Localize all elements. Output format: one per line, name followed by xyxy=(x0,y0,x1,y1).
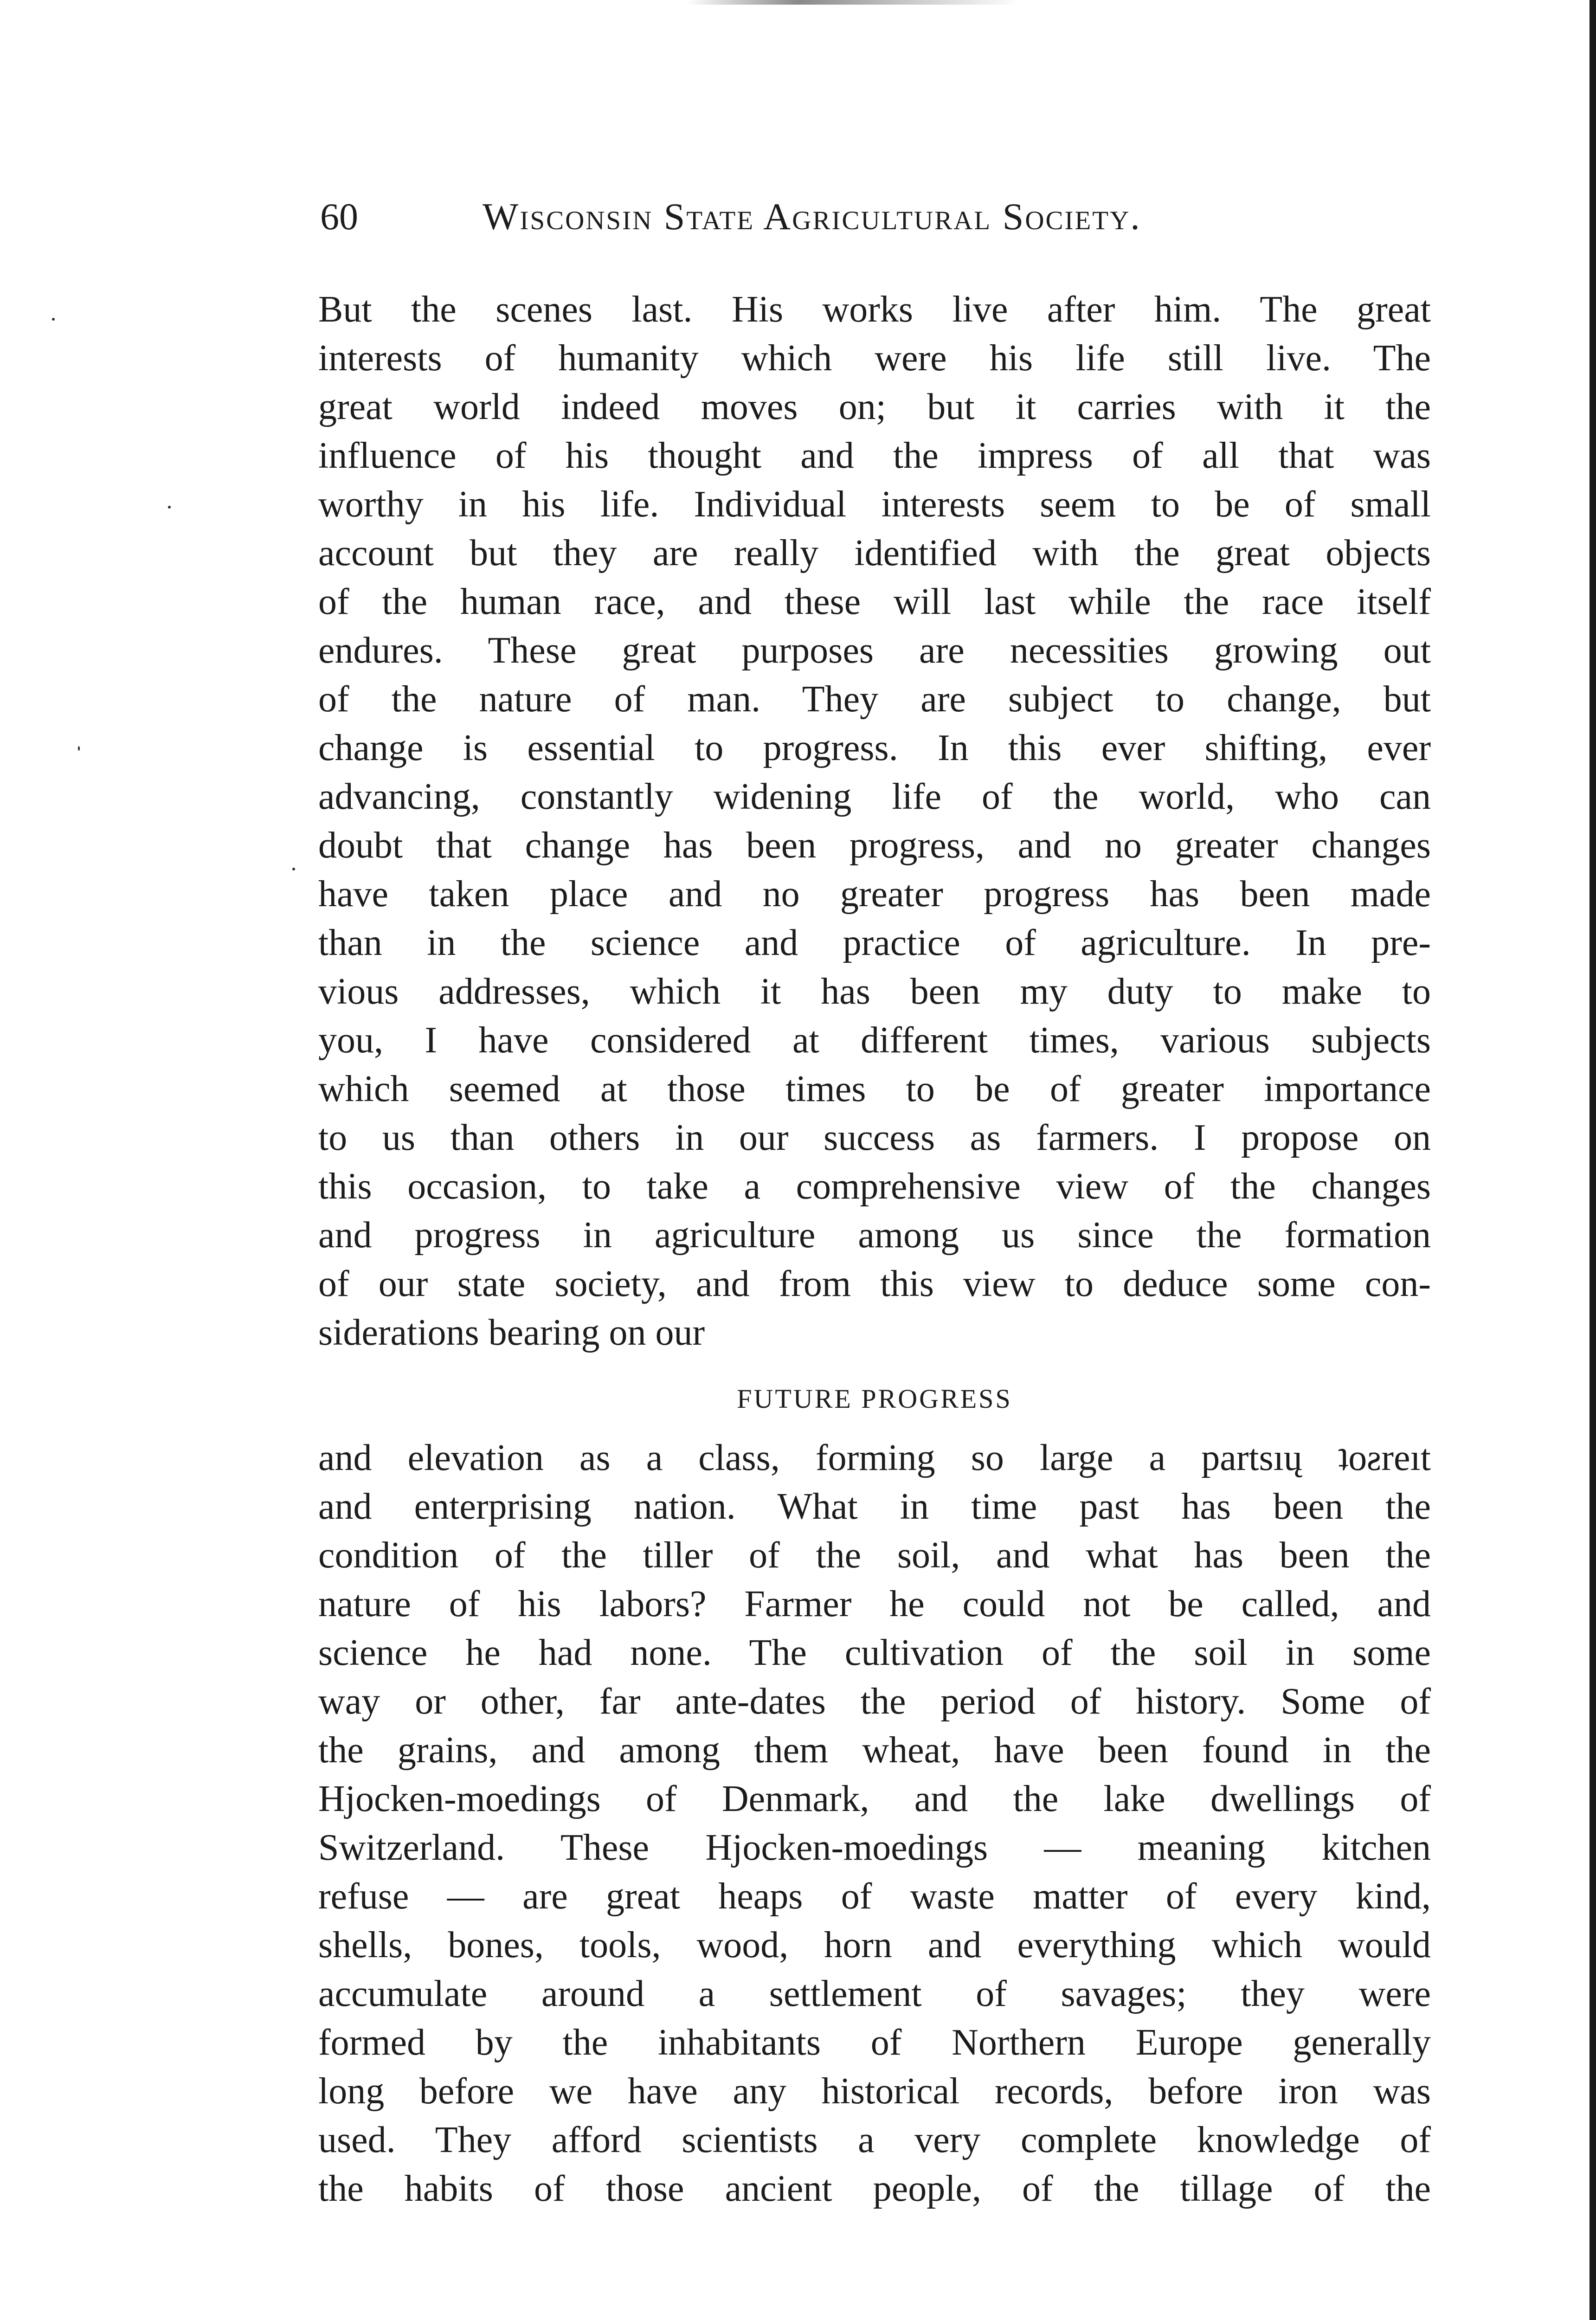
text-line: the habits of those ancient people, of the tillage of the xyxy=(318,2168,1431,2209)
scan-edge-right xyxy=(1590,0,1596,2320)
scan-speck xyxy=(78,746,80,751)
text-line: worthy in his life. Individual interests seem to be of small xyxy=(318,484,1431,525)
text-line: have taken place and no greater progress has been made xyxy=(318,874,1431,915)
text-line: and elevation as a class, forming so large a partsıų ʇoƨreıt xyxy=(318,1437,1431,1478)
text-line: Hjocken-moedings of Denmark, and the lake dwellings of xyxy=(318,1779,1431,1819)
text-line: which seemed at those times to be of greater importance xyxy=(318,1069,1431,1109)
text-line: account but they are really identified with the great objects xyxy=(318,533,1431,574)
text-line: siderations bearing on our xyxy=(318,1312,705,1353)
text-line: great world indeed moves on; but it carries with it the xyxy=(318,387,1431,427)
section-heading: FUTURE PROGRESS xyxy=(737,1384,1012,1414)
scan-smudge xyxy=(687,0,1021,5)
text-line: science he had none. The cultivation of the soil in some xyxy=(318,1632,1431,1673)
text-line: influence of his thought and the impress of all that was xyxy=(318,435,1431,476)
text-line: shells, bones, tools, wood, horn and everything which would xyxy=(318,1925,1431,1966)
body-paragraph-2 xyxy=(318,1434,1431,2213)
running-head: Wisconsin State Agricultural Society. xyxy=(483,195,1141,238)
text-line: the grains, and among them wheat, have been found in the xyxy=(318,1730,1431,1771)
scan-speck xyxy=(52,318,55,321)
scan-speck xyxy=(168,506,171,509)
page-number: 60 xyxy=(320,195,358,238)
text-line: Switzerland. These Hjocken-moedings — meaning kitchen xyxy=(318,1827,1431,1868)
text-line: nature of his labors? Farmer he could not be called, and xyxy=(318,1584,1431,1624)
text-line: and progress in agriculture among us since the formation xyxy=(318,1215,1431,1256)
text-line: and enterprising nation. What in time past has been the xyxy=(318,1486,1431,1527)
body-paragraph-1 xyxy=(318,285,1431,1357)
text-line: to us than others in our success as farmers. I propose on xyxy=(318,1117,1431,1158)
text-line: long before we have any historical records, before iron was xyxy=(318,2071,1431,2112)
text-line: accumulate around a settlement of savages; they were xyxy=(318,1973,1431,2014)
text-line: But the scenes last. His works live after him. The great xyxy=(318,289,1431,330)
text-line: than in the science and practice of agriculture. In pre- xyxy=(318,922,1431,963)
text-line: this occasion, to take a comprehensive view of the changes xyxy=(318,1166,1431,1207)
text-line: condition of the tiller of the soil, and what has been the xyxy=(318,1535,1431,1576)
page-header xyxy=(320,191,1434,242)
text-line: way or other, far ante-dates the period of history. Some of xyxy=(318,1681,1431,1722)
text-line: of the nature of man. They are subject to change, but xyxy=(318,679,1431,720)
text-line: refuse — are great heaps of waste matter of every kind, xyxy=(318,1876,1431,1917)
text-line: interests of humanity which were his life still live. The xyxy=(318,338,1431,379)
text-line: change is essential to progress. In this ever shifting, ever xyxy=(318,728,1431,768)
text-line: vious addresses, which it has been my duty to make to xyxy=(318,971,1431,1012)
text-line: formed by the inhabitants of Northern Europe generally xyxy=(318,2022,1431,2063)
scan-speck xyxy=(292,868,295,870)
text-line: advancing, constantly widening life of the world, who can xyxy=(318,776,1431,817)
text-line: endures. These great purposes are necessities growing out xyxy=(318,630,1431,671)
text-line: of our state society, and from this view to deduce some con- xyxy=(318,1263,1431,1304)
text-line: of the human race, and these will last while the race itself xyxy=(318,581,1431,622)
text-line: doubt that change has been progress, and no greater changes xyxy=(318,825,1431,866)
text-line: used. They afford scientists a very complete knowledge of xyxy=(318,2120,1431,2160)
text-line: you, I have considered at different times, various subjects xyxy=(318,1020,1431,1061)
